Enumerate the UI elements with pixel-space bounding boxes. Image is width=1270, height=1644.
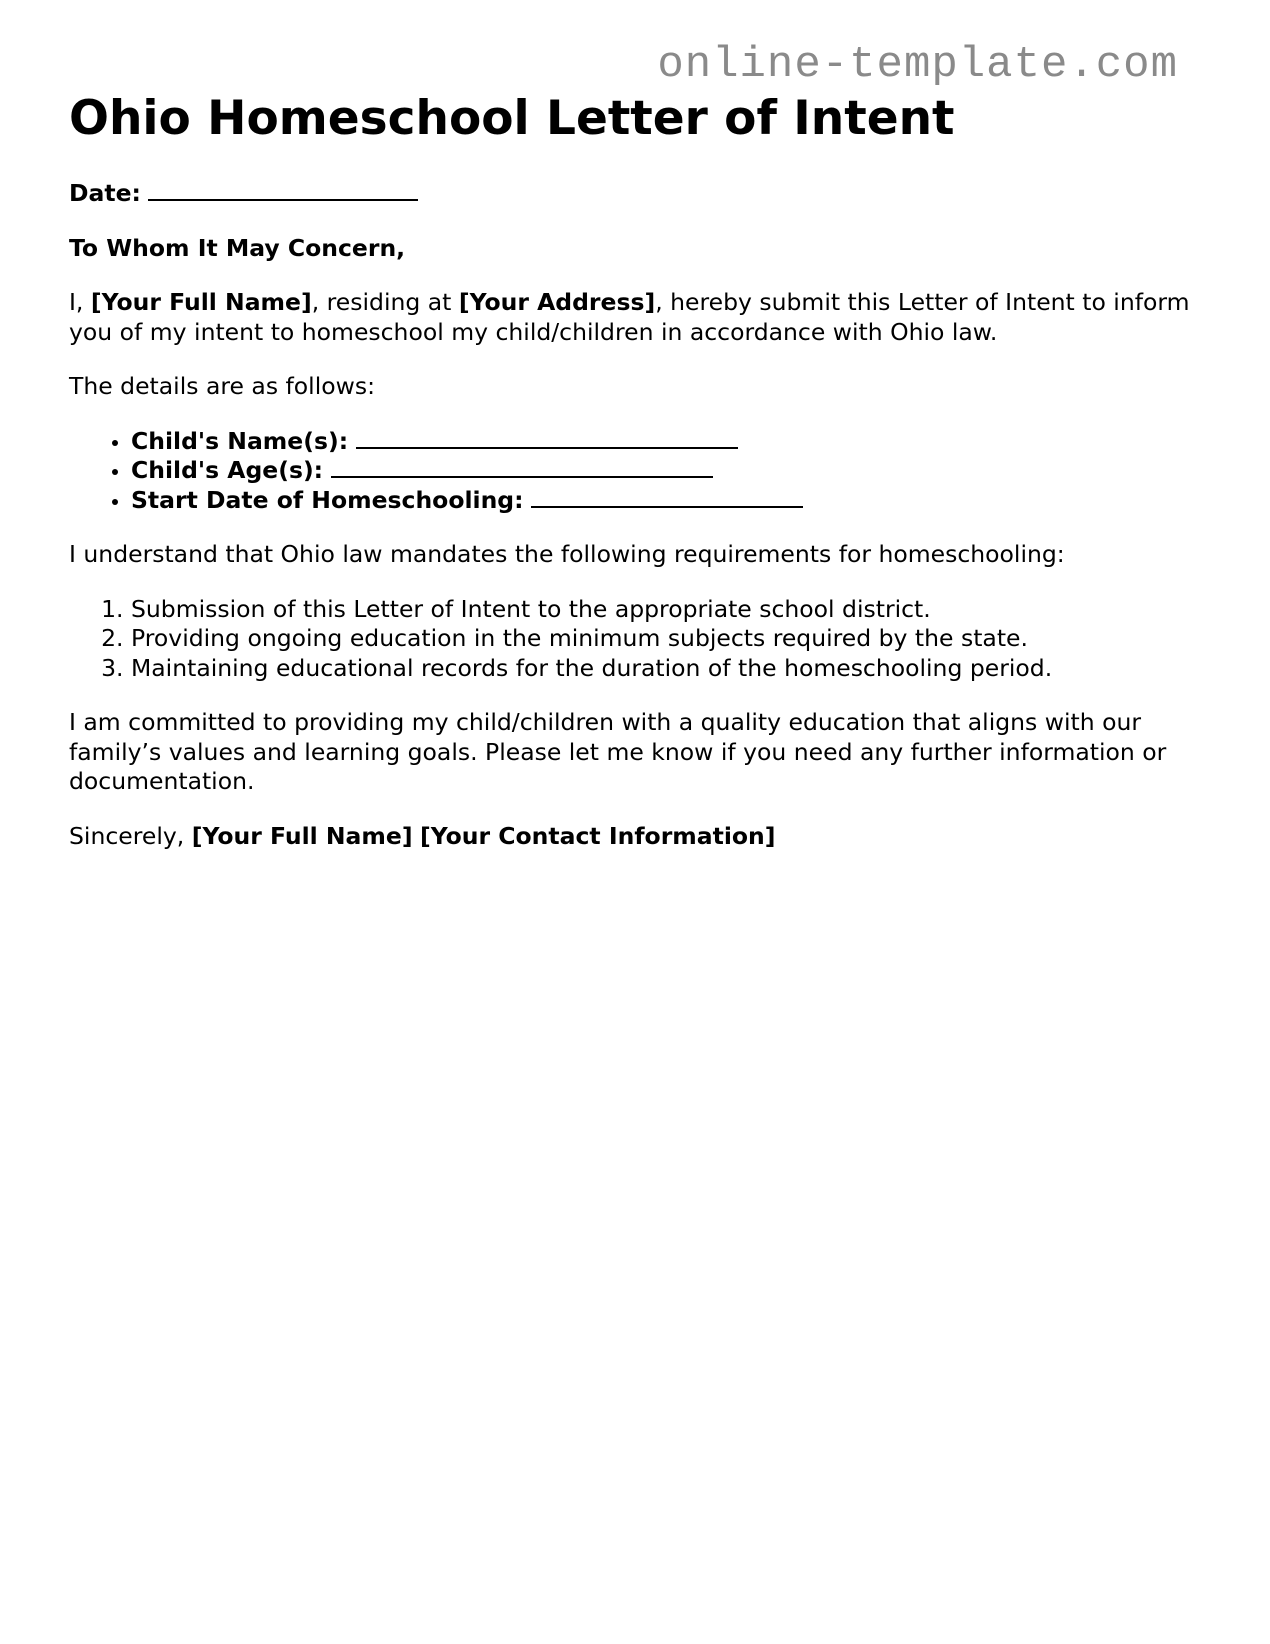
list-item — [131, 427, 1199, 457]
date-blank-field[interactable] — [148, 179, 418, 201]
intro-middle: , residing at — [311, 288, 459, 316]
letter-document — [69, 90, 1199, 876]
watermark: online-template.com — [657, 40, 1178, 90]
closing-name-placeholder: [Your Full Name] — [191, 821, 413, 850]
salutation-text: To Whom It May Concern, — [69, 233, 406, 262]
child-name-blank-field[interactable] — [356, 427, 738, 449]
closing-sincerely: Sincerely, — [69, 821, 185, 850]
list-item: 2. Providing ongoing education in the minimum subjects required by the state. — [131, 624, 1199, 654]
address-placeholder: [Your Address] — [458, 288, 656, 316]
child-name-label: Child's Name(s): — [131, 426, 349, 455]
child-age-label: Child's Age(s): — [131, 456, 324, 484]
requirements-list — [69, 595, 1199, 684]
details-intro: The details are as follows: — [69, 372, 375, 400]
closing-line — [69, 822, 1199, 852]
list-item — [131, 456, 1199, 486]
intro-suffix: , hereby submit this Letter of Intent to inform you of my intent to homeschool my child/children in accordance with Ohio law. — [69, 288, 1190, 346]
requirements-intro: I understand that Ohio law mandates the following requirements for homeschooling: — [69, 540, 1065, 568]
start-date-blank-field[interactable] — [531, 486, 803, 508]
name-placeholder: [Your Full Name] — [90, 288, 312, 316]
list-item: 1. Submission of this Letter of Intent to the appropriate school district. — [131, 595, 1199, 625]
date-line — [69, 179, 1199, 209]
date-label: Date: — [69, 179, 141, 207]
details-list — [69, 427, 1199, 516]
child-age-blank-field[interactable] — [331, 456, 713, 478]
commitment-paragraph: I am committed to providing my child/children with a quality education that aligns with our family’s values and learning goals. Please let me know if you need any further information or documentation. — [69, 708, 1167, 795]
list-item: 3. Maintaining educational records for the duration of the homeschooling period. — [131, 654, 1199, 684]
salutation — [69, 234, 1199, 264]
intro-prefix: I, — [69, 288, 91, 316]
page-title: Ohio Homeschool Letter of Intent — [69, 91, 955, 146]
list-item — [131, 486, 1199, 516]
start-date-label: Start Date of Homeschooling: — [131, 485, 524, 514]
closing-contact-placeholder: [Your Contact Information] — [420, 821, 776, 850]
intro-paragraph — [69, 288, 1199, 347]
